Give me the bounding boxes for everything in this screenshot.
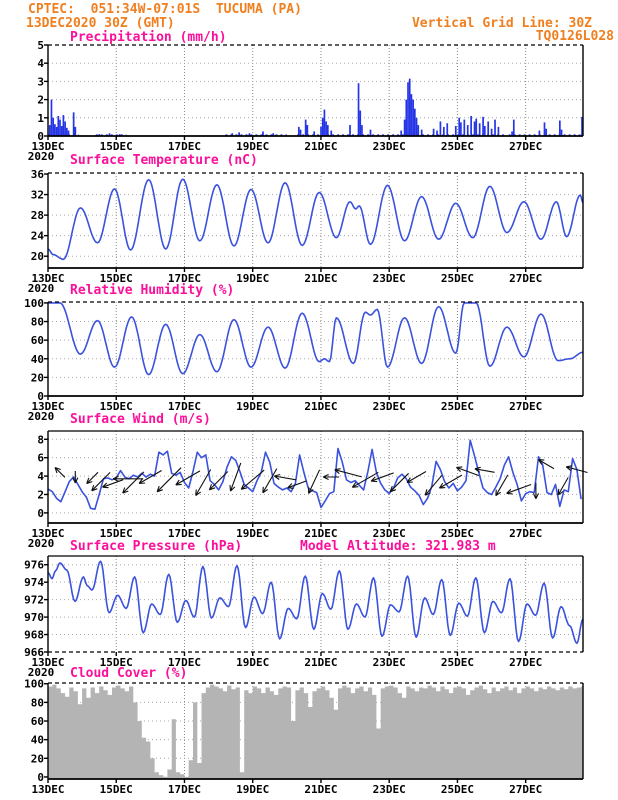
y-tick-label: 32: [30, 188, 44, 202]
x-axis-year-label: 2020: [27, 537, 55, 550]
x-tick-label: 21DEC: [304, 140, 338, 153]
y-tick-label: 24: [30, 229, 44, 243]
relative-humidity-line: [48, 303, 583, 375]
y-tick-label: 1: [37, 111, 44, 125]
wind-arrow: [323, 475, 339, 480]
x-tick-label: 19DEC: [236, 527, 270, 540]
precip-bar: [559, 121, 561, 136]
x-axis-year-label: 2020: [27, 282, 55, 295]
wind-arrow: [241, 470, 264, 489]
x-tick-label: 13DEC: [31, 783, 65, 796]
precip-bar: [51, 100, 53, 136]
precip-bar: [64, 121, 66, 136]
y-tick-label: 976: [24, 558, 44, 572]
precip-bar: [482, 117, 484, 136]
x-tick-label: 25DEC: [440, 140, 475, 153]
x-tick-label: 17DEC: [167, 140, 202, 153]
y-tick-label: 966: [24, 646, 44, 659]
precip-bar: [407, 82, 409, 136]
precip-bar: [405, 100, 407, 136]
x-axis-year-label: 2020: [27, 666, 55, 679]
cloud-cover-area: [48, 685, 583, 779]
y-tick-label: 4: [37, 470, 44, 484]
precip-bar: [411, 94, 413, 136]
precip-bar: [322, 118, 324, 136]
y-tick-label: 8: [37, 433, 44, 447]
y-tick-label: 5: [37, 39, 44, 52]
precip-bar: [49, 125, 51, 136]
y-tick-label: 0: [37, 390, 44, 403]
y-tick-label: 100: [24, 677, 44, 691]
y-tick-label: 60: [30, 715, 44, 729]
x-tick-label: 21DEC: [304, 783, 338, 796]
precip-bar: [460, 122, 462, 136]
x-tick-label: 13DEC: [31, 272, 65, 285]
x-tick-label: 13DEC: [31, 656, 65, 669]
y-tick-label: 28: [30, 209, 44, 223]
run-id: TQ0126L028: [535, 29, 614, 44]
precip-bar: [458, 118, 460, 136]
y-tick-label: 974: [24, 576, 44, 590]
x-tick-label: 17DEC: [167, 656, 202, 669]
precip-bar: [54, 124, 56, 136]
y-tick-label: 20: [30, 371, 44, 385]
precip-bar: [455, 126, 457, 136]
y-tick-label: 4: [37, 57, 44, 71]
y-tick-label: 2: [37, 93, 44, 107]
precip-bar: [484, 126, 486, 136]
x-tick-label: 25DEC: [440, 272, 475, 285]
station-header: CPTEC: 051:34W-07:01S TUCUMA (PA): [28, 2, 302, 17]
precip-bar: [300, 130, 302, 136]
precip-bar: [544, 122, 546, 136]
precip-bar: [412, 100, 414, 136]
x-tick-label: 27DEC: [509, 400, 543, 413]
panel-title-humidity: Relative Humidity (%): [70, 283, 235, 298]
panel-title-pressure: Surface Pressure (hPa): [70, 539, 243, 554]
x-tick-label: 25DEC: [440, 656, 475, 669]
run-datetime: 13DEC2020 30Z (GMT): [26, 16, 175, 31]
x-tick-label: 19DEC: [236, 656, 270, 669]
x-tick-label: 15DEC: [99, 783, 133, 796]
precip-bar: [61, 126, 63, 136]
precip-bar: [349, 125, 351, 136]
y-tick-label: 20: [30, 752, 44, 766]
x-tick-label: 27DEC: [509, 140, 543, 153]
y-tick-label: 40: [30, 733, 44, 747]
precip-bar: [446, 123, 448, 136]
precip-bar: [487, 121, 489, 136]
x-tick-label: 17DEC: [167, 272, 202, 285]
panel-title-precipitation: Precipitation (mm/h): [70, 30, 227, 45]
x-tick-label: 21DEC: [304, 527, 338, 540]
precip-bar: [320, 127, 322, 136]
x-tick-label: 17DEC: [167, 527, 202, 540]
x-tick-label: 25DEC: [440, 527, 475, 540]
x-tick-label: 21DEC: [304, 656, 338, 669]
x-tick-label: 13DEC: [31, 527, 65, 540]
panel-title-temperature: Surface Temperature (nC): [70, 153, 258, 168]
surface-wind-line: [48, 440, 581, 509]
x-tick-label: 21DEC: [304, 400, 338, 413]
y-tick-label: 40: [30, 352, 44, 366]
precip-bar: [358, 83, 360, 136]
x-tick-label: 15DEC: [99, 656, 133, 669]
y-tick-label: 20: [30, 250, 44, 264]
precip-bar: [305, 120, 307, 136]
precip-bar: [59, 120, 61, 136]
wind-arrow: [475, 467, 495, 472]
wind-arrow: [263, 469, 277, 493]
precip-bar: [370, 130, 372, 136]
precip-bar: [470, 116, 472, 136]
x-tick-label: 13DEC: [31, 400, 65, 413]
x-tick-label: 27DEC: [509, 656, 543, 669]
precip-bar: [409, 79, 411, 136]
x-tick-label: 27DEC: [509, 783, 543, 796]
precip-bar: [474, 121, 476, 136]
x-tick-label: 19DEC: [236, 140, 270, 153]
y-tick-label: 80: [30, 696, 44, 710]
precip-bar: [463, 120, 465, 136]
wind-arrow: [139, 471, 162, 484]
y-tick-label: 3: [37, 75, 44, 89]
x-tick-label: 19DEC: [236, 272, 270, 285]
precip-bar: [52, 118, 54, 136]
wind-arrow: [230, 463, 241, 491]
surface-temperature-line: [48, 179, 583, 259]
x-tick-label: 19DEC: [236, 400, 270, 413]
precip-bar: [494, 120, 496, 136]
x-tick-label: 15DEC: [99, 140, 133, 153]
y-tick-label: 36: [30, 168, 44, 182]
precip-bar: [416, 118, 418, 136]
x-tick-label: 17DEC: [167, 400, 202, 413]
wind-arrow: [288, 481, 307, 488]
x-tick-label: 21DEC: [304, 272, 338, 285]
y-tick-label: 100: [24, 296, 44, 310]
precip-bar: [467, 125, 469, 136]
grid-line-note: Vertical Grid Line: 30Z: [411, 16, 592, 31]
panel-title-cloud-cover: Cloud Cover (%): [70, 666, 188, 681]
precip-bar: [513, 120, 515, 136]
precip-bar: [414, 109, 416, 136]
wind-arrow: [407, 472, 426, 483]
y-tick-label: 6: [37, 451, 44, 465]
precip-bar: [561, 130, 563, 136]
x-tick-label: 23DEC: [372, 272, 406, 285]
x-tick-label: 23DEC: [372, 400, 406, 413]
x-tick-label: 27DEC: [509, 527, 543, 540]
precip-bar: [417, 125, 419, 136]
y-tick-label: 60: [30, 334, 44, 348]
y-tick-label: 80: [30, 315, 44, 329]
precip-bar: [56, 127, 58, 136]
precip-bar: [307, 125, 309, 136]
x-tick-label: 23DEC: [372, 527, 406, 540]
precip-bar: [325, 121, 327, 136]
x-tick-label: 15DEC: [99, 400, 133, 413]
surface-pressure-line: [48, 561, 583, 643]
wind-arrow: [274, 475, 296, 480]
panel-title-wind: Surface Wind (m/s): [70, 412, 211, 427]
precip-bar: [73, 112, 75, 136]
y-tick-label: 0: [37, 506, 44, 520]
precip-bar: [327, 125, 329, 136]
x-tick-label: 25DEC: [440, 783, 475, 796]
wind-arrow: [209, 472, 227, 490]
x-tick-label: 23DEC: [372, 783, 406, 796]
precip-bar: [66, 128, 68, 136]
precip-bar: [63, 115, 65, 136]
wind-arrow: [87, 472, 98, 483]
precip-bar: [359, 111, 361, 136]
x-tick-label: 15DEC: [99, 527, 133, 540]
model-altitude-label: Model Altitude: 321.983 m: [300, 539, 496, 554]
precip-bar: [324, 110, 326, 136]
x-tick-label: 17DEC: [167, 783, 202, 796]
y-tick-label: 2: [37, 488, 44, 502]
wind-arrow: [196, 470, 211, 496]
precip-bar: [440, 121, 442, 136]
x-axis-year-label: 2020: [27, 410, 55, 423]
wind-arrow: [309, 470, 320, 494]
precip-bar: [475, 119, 477, 136]
x-tick-label: 15DEC: [99, 272, 133, 285]
y-tick-label: 970: [24, 611, 44, 625]
x-tick-label: 25DEC: [440, 400, 475, 413]
precip-bar: [479, 123, 481, 136]
x-tick-label: 19DEC: [236, 783, 270, 796]
y-tick-label: 0: [37, 770, 44, 784]
x-tick-label: 23DEC: [372, 656, 406, 669]
precip-bar: [57, 116, 59, 136]
x-tick-label: 13DEC: [31, 140, 65, 153]
wind-arrow: [538, 460, 554, 469]
precip-bar: [404, 120, 406, 136]
precip-bar: [361, 125, 363, 136]
x-axis-year-label: 2020: [27, 150, 55, 163]
x-tick-label: 27DEC: [509, 272, 543, 285]
x-tick-label: 23DEC: [372, 140, 406, 153]
y-tick-label: 972: [24, 593, 44, 607]
y-tick-label: 968: [24, 628, 44, 642]
y-tick-label: 0: [37, 130, 44, 143]
wind-arrow: [103, 480, 124, 488]
